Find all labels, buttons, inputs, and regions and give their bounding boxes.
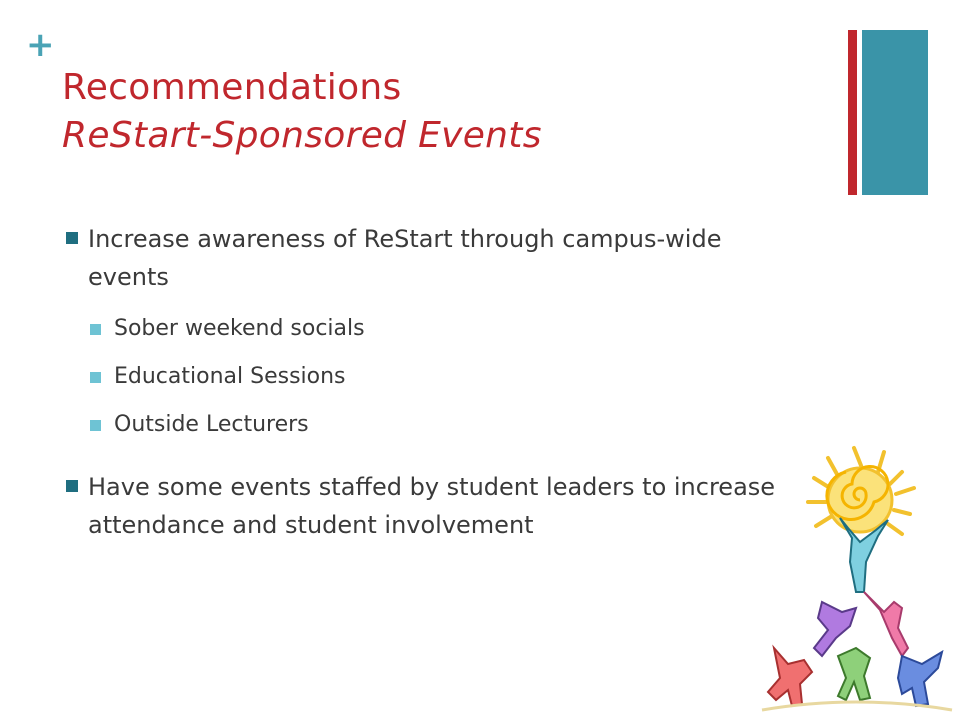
plus-marker: + [26, 25, 55, 65]
square-bullet-icon [90, 324, 101, 335]
bullet-text: Have some events staffed by student leaders to increase attendance and student involvement [88, 473, 776, 539]
sub-bullet-text: Outside Lecturers [114, 412, 309, 437]
square-bullet-icon [90, 420, 101, 431]
sub-bullet-text: Educational Sessions [114, 364, 346, 389]
square-bullet-icon [90, 372, 101, 383]
sub-bullet-item [62, 410, 822, 440]
slide-title [62, 64, 542, 160]
square-bullet-icon [66, 232, 78, 244]
sub-bullet-item [62, 362, 822, 392]
sub-bullet-text: Sober weekend socials [114, 316, 365, 341]
bullet-item [62, 220, 822, 296]
title-subtitle: ReStart-Sponsored Events [62, 115, 542, 156]
square-bullet-icon [66, 480, 78, 492]
title-main: Recommendations [62, 67, 402, 108]
sun-figures-clipart [752, 442, 960, 720]
bullet-item [62, 468, 822, 544]
decor-red-bar [848, 30, 857, 195]
decor-teal-bar [862, 30, 928, 195]
sub-bullet-item [62, 314, 822, 344]
bullet-text: Increase awareness of ReStart through campus-wide events [88, 225, 722, 291]
bullet-list [62, 220, 822, 544]
